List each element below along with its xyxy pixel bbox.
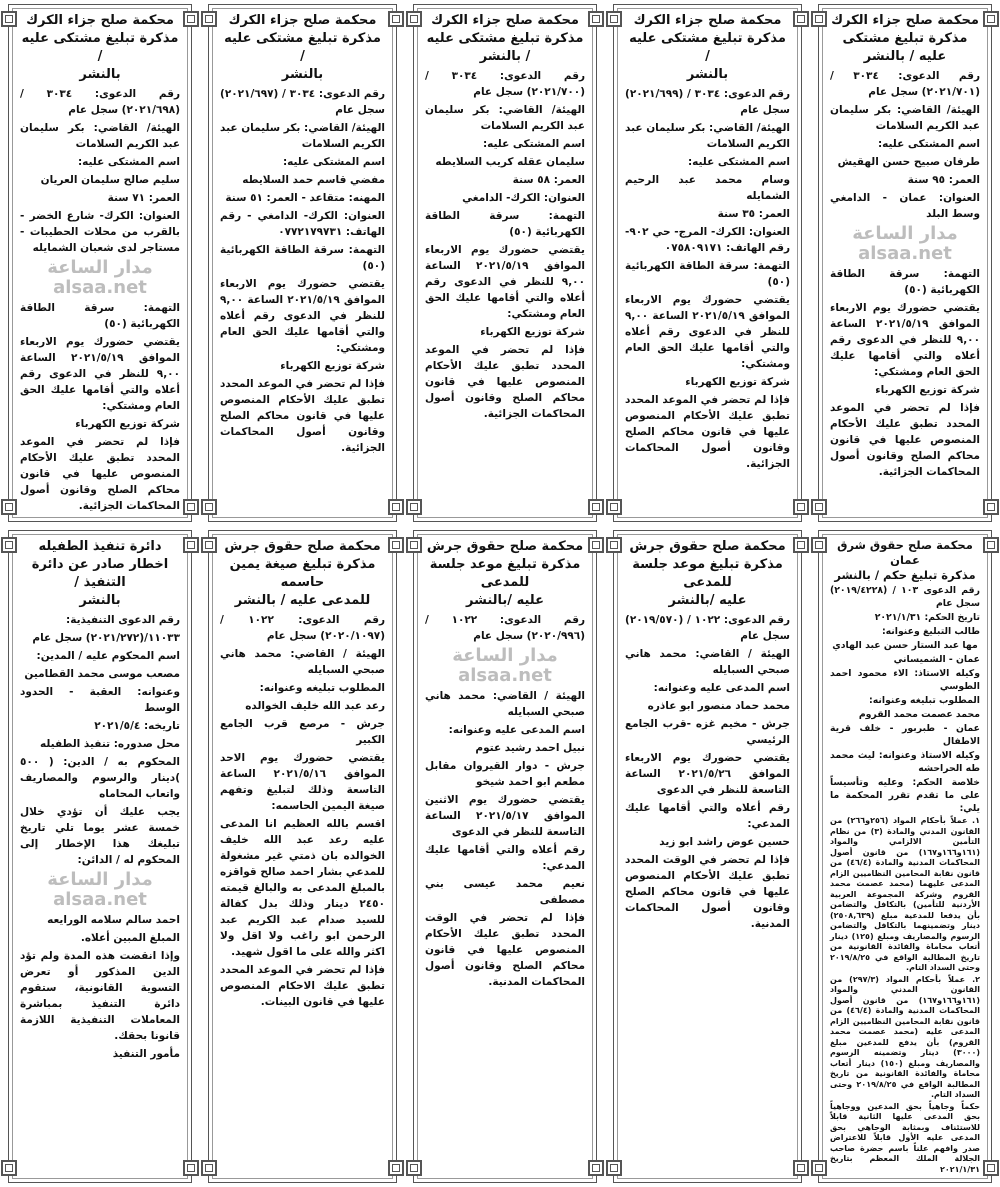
notice-text-line: خلاصة الحكم: وعليه وتأسيساً على ما تقدم تقرر المحكمة ما يلي: <box>830 777 980 814</box>
frame-corner-ornament-icon <box>183 11 199 27</box>
frame-corner-ornament-icon <box>983 11 999 27</box>
notice-text-line: فإذا لم تحضر في الوقت المحدد تطبق عليك الأحكام المنصوص عليها في قانون محاكم الصلح وقانون أصول المحاكمات المدنية. <box>425 912 585 988</box>
notice-text-line: يجب عليك أن تؤدي خلال خمسة عشر يوما تلي تاريخ تبليغك هذا الإخطار إلى المحكوم له / الدائن: <box>20 806 180 866</box>
frame-corner-ornament-icon <box>811 499 827 515</box>
site-watermark <box>20 258 180 298</box>
notice-heading: للمدعى عليه / بالنشر <box>234 593 371 608</box>
frame-corner-ornament-icon <box>183 1160 199 1176</box>
watermark-arabic: مدار الساعة <box>852 223 958 244</box>
court-notice <box>405 526 605 1187</box>
notice-content <box>16 538 184 1062</box>
notice-text-line: المطلوب تبليغه وعنوانه: <box>869 695 980 706</box>
notice-text-line: يقتضي حضورك يوم الاربعاء الموافق ٢٠٢١/٥/٢٦ الساعة التاسعة للنظر في الدعوى <box>625 752 790 796</box>
notice-heading: عليه /بالنشر <box>466 593 544 608</box>
notice-text-line: الهيئة/ القاضي: بكر سليمان عبد الكريم السلامات <box>425 104 585 132</box>
notice-text-line: ٢. عملاً بأحكام المواد (٢٩٧/٣) من القانون المدني والمواد (١٦١و١٦٦و١٦٧) من قانون أصول المحاكمات المدنية والمادة (٤٦/٤) من قانون نقابة المحامين النظاميين الزام المدعى عليه (محمد عصمت محمد القروم) بأن يدفع للمدعين مبلغ (٣٠٠٠) دينار وتضمينه الرسوم والمصاريف ومبلغ (١٥٠) دينار أتعاب محاماة والفائدة القانونية من تاريخ المطالبة الواقع في ٢٠١٩/٨/٢٥ وحتى السداد التام. <box>830 974 980 1099</box>
notice-heading: مذكرة تبليغ مشتكى عليه / <box>224 31 381 64</box>
watermark-latin: alsaa.net <box>858 243 952 264</box>
notice-text-line: وعنوانه: العقبة - الحدود الوسط <box>20 686 180 714</box>
frame-corner-ornament-icon <box>406 537 422 553</box>
notice-text-line: اسم المشتكى عليه: <box>482 138 585 150</box>
notice-heading: مذكرة تبليغ موعد جلسة للمدعى <box>429 557 581 590</box>
frame-corner-ornament-icon <box>1 499 17 515</box>
watermark-latin: alsaa.net <box>53 277 147 298</box>
notice-text-line: محل صدوره: تنفيذ الطفيله <box>40 738 180 750</box>
frame-corner-ornament-icon <box>606 11 622 27</box>
notice-text-line: تاريخ الحكم: ٢٠٢١/١/٣١ <box>874 612 980 623</box>
notice-text-line: طرفان صبيح حسن الهقيش <box>837 156 980 168</box>
notice-text-line: العمر: ٣٥ سنة <box>717 208 790 220</box>
notice-text-line: رقم أعلاه والتي أقامها عليك المدعي: <box>625 802 790 830</box>
watermark-arabic: مدار الساعة <box>47 257 153 278</box>
notice-heading: مذكرة تبليغ مشتكى عليه / بالنشر <box>426 31 584 64</box>
frame-corner-ornament-icon <box>201 499 217 515</box>
notice-content <box>216 538 389 1010</box>
notice-content <box>421 12 589 422</box>
notice-text-line: فإذا لم تحضر في الموعد المحدد تطبق عليك الأحكام المنصوص عليها في قانون محاكم الصلح وقانون أصول المحاكمات الجزائية. <box>220 378 385 454</box>
notice-text-line: رقم الدعوى ١٠٣ / (٢٠١٩/٤٢٢٨) سجل عام <box>830 585 980 609</box>
notice-heading: بالنشر <box>79 67 121 82</box>
notice-heading: مذكرة تبليغ مشتكى عليه / <box>21 31 179 64</box>
notice-text-line: وكيله الاستاذ وعنوانه: ليث محمد طه الحراحشه <box>830 750 980 774</box>
frame-corner-ornament-icon <box>1 537 17 553</box>
frame-corner-ornament-icon <box>793 499 809 515</box>
notice-text-line: تاريخه: ٢٠٢١/٥/٤ <box>94 720 180 732</box>
notice-text-line: وإذا انقضت هذه المدة ولم تؤد الدين المذكور أو تعرض التسوية القانونية، ستقوم دائرة التنفيذ بمباشرة المعاملات التنفيذية اللازمة قانونا بحقك. <box>20 950 180 1042</box>
notice-text-line: اسم المشتكى عليه: <box>282 156 385 168</box>
notice-text-line: نبيل احمد رشيد عتوم <box>475 742 585 754</box>
notice-text-line: الهيئة/ القاضي: بكر سليمان عبد الكريم السلامات <box>20 122 180 150</box>
notice-text-line: يقتضي حضورك يوم الاربعاء الموافق ٢٠٢١/٥/١٩ الساعة ٩,٠٠ للنظر في الدعوى رقم أعلاه والتي أقامها عليك الحق العام ومشتكي: <box>425 244 585 320</box>
notice-text-line: جرش - مرصع قرب الجامع الكبير <box>220 718 385 746</box>
notice-text-line: شركة توزيع الكهرباء <box>875 384 980 396</box>
notice-text-line: الهيئة / القاضي: محمد هاني صبحي السبايله <box>425 690 585 718</box>
notice-court-name: محكمة صلح حقوق جرش <box>629 539 786 554</box>
notice-text-line: اسم المدعى عليه وعنوانه: <box>448 724 585 736</box>
notice-text-line: الهيئة / القاضي: محمد هاني صبحي السبايله <box>625 648 790 676</box>
court-notice <box>810 526 1000 1187</box>
notice-text-line: التهمة: سرقة الطاقة الكهربائية (٥٠) <box>220 244 385 272</box>
court-notice <box>200 526 405 1187</box>
site-watermark <box>425 646 585 686</box>
notice-text-line: رقم الدعوى: ١٠٢٢ / (٢٠١٩/٥٧٠) سجل عام <box>625 614 790 642</box>
notice-text-line: احمد سالم سلامه الورايعه <box>47 914 180 926</box>
notice-text-line: رقم الدعوى: ٣٠٣٤ / (٢٠٢١/٦٩٨) سجل عام <box>20 88 180 116</box>
site-watermark <box>20 870 180 910</box>
frame-corner-ornament-icon <box>811 537 827 553</box>
frame-corner-ornament-icon <box>983 1160 999 1176</box>
notice-text-line: رعد عبد الله خليف الخوالده <box>245 700 385 712</box>
notice-content <box>621 12 794 472</box>
notice-text-line: اسم المشتكى عليه: <box>687 156 790 168</box>
notice-heading: مذكرة تبليغ موعد جلسة للمدعى <box>632 557 783 590</box>
frame-corner-ornament-icon <box>793 11 809 27</box>
notice-text-line: رقم الدعوى التنفيذية: <box>66 614 180 626</box>
notice-text-line: الهيئة/ القاضي: بكر سليمان عبد الكريم السلامات <box>625 122 790 150</box>
site-watermark <box>830 224 980 264</box>
notice-heading: بالنشر <box>281 67 324 82</box>
notice-text-line: جرش - مخيم غزه -قرب الجامع الرئيسي <box>625 718 790 746</box>
frame-corner-ornament-icon <box>588 537 604 553</box>
notice-text-line: الهيئة/ القاضي: بكر سليمان عبد الكريم السلامات <box>220 122 385 150</box>
notice-text-line: رقم الدعوى: ٣٠٣٤ / (٢٠٢١/٧٠١) سجل عام <box>830 70 980 98</box>
notice-text-line: فإذا لم تحضر في الموعد المحدد تطبق عليك الاحكام المنصوص عليها في قانون البينات. <box>220 964 385 1008</box>
notice-content <box>826 12 984 480</box>
notice-text-line: اسم المدعى عليه وعنوانه: <box>653 682 790 694</box>
notice-text-line: فإذا لم تحضر في الموعد المحدد تطبق عليك الأحكام المنصوص عليها في قانون محاكم الصلح وقانون أصول المحاكمات الجزائية. <box>20 436 180 512</box>
notice-text-line: المهنه: متقاعد - العمر: ٥١ سنة <box>225 192 385 204</box>
notice-text-line: يقتضي حضورك يوم الاحد الموافق ٢٠٢١/٥/١٦ الساعة التاسعة وذلك لتبليغ وتفهم صيغة اليمين الحاسمه: <box>220 752 385 812</box>
notice-text-line: شركة توزيع الكهرباء <box>75 418 180 430</box>
notice-court-name: محكمة صلح حقوق جرش <box>426 539 584 554</box>
notice-text-line: المطلوب تبليغه وعنوانه: <box>259 682 385 694</box>
notice-text-line: الهيئة / القاضي: محمد هاني صبحي السبايله <box>220 648 385 676</box>
notice-text-line: فإذا لم تحضر في الموعد المحدد تطبق عليك الأحكام المنصوص عليها في قانون محاكم الصلح وقانون أصول المحاكمات الجزائية. <box>830 402 980 478</box>
notice-heading: عليه /بالنشر <box>668 593 747 608</box>
frame-corner-ornament-icon <box>606 1160 622 1176</box>
frame-corner-ornament-icon <box>388 537 404 553</box>
notice-text-line: محمد حماد منصور ابو عاذره <box>647 700 790 712</box>
notice-text-line: الهيئة/ القاضي: بكر سليمان عبد الكريم السلامات <box>830 104 980 132</box>
notice-text-line: سليم صالح سليمان العريان <box>40 174 180 186</box>
court-notice <box>605 0 810 526</box>
notice-text-line: حكماً وجاهياً بحق المدعين ووجاهياً بحق المدعى عليها الثانية قابلاً للاستئناف وبمثابة الوجاهي بحق المدعى عليه الأول قابلاً للاعتراض صدر وافهم علناً باسم حضرة صاحب الجلالة الملك المعظم بتاريخ ٢٠٢١/١/٣١ <box>830 1101 980 1174</box>
frame-corner-ornament-icon <box>388 11 404 27</box>
frame-corner-ornament-icon <box>793 1160 809 1176</box>
notice-text-line: مها عبد الستار حسن عبد الهادي <box>832 640 978 651</box>
notice-text-line: عمان - طبربور - خلف قرية الاطفال <box>830 723 980 747</box>
notice-text-line: شركة توزيع الكهرباء <box>685 376 790 388</box>
frame-corner-ornament-icon <box>588 11 604 27</box>
notice-text-line: اسم المشتكى عليه: <box>77 156 180 168</box>
notice-text-line: اقسم بالله العظيم انا المدعى عليه رعد عبد الله خليف الخوالده بان ذمتي غير مشغولة للمدعي بشار احمد صالح قواقزه بالمبلغ المدعى به والبالغ قيمته ٢٤٥٠ دينار وذلك بدل كفالة للسيد صدام عبد الكريم عبد الرحمن ابو راغب ولا اقل ولا اكثر والله على ما اقول شهيد. <box>220 818 385 958</box>
notice-heading: مذكرة تبليغ صيغة يمين حاسمه <box>229 557 376 590</box>
notice-text-line: العمر: ٩٥ سنة <box>907 174 980 186</box>
notice-content <box>826 538 984 1175</box>
notice-text-line: مفضي قاسم حمد السلايطه <box>242 174 385 186</box>
notice-heading: مذكرة تبليغ مشتكى عليه / بالنشر <box>842 31 968 64</box>
notice-text-line: مصعب موسى محمد القطامين <box>24 668 180 680</box>
court-notice <box>200 0 405 526</box>
notice-content <box>421 538 589 990</box>
notice-court-name: محكمة صلح حقوق شرق عمان <box>837 538 973 567</box>
notice-court-name: محكمة صلح حقوق جرش <box>224 539 381 554</box>
frame-corner-ornament-icon <box>406 499 422 515</box>
notice-text-line: مأمور التنفيذ <box>112 1048 180 1060</box>
frame-corner-ornament-icon <box>183 499 199 515</box>
notice-text-line: يقتضي حضورك يوم الاربعاء الموافق ٢٠٢١/٥/١٩ الساعة ٩,٠٠ للنظر في الدعوى رقم أعلاه والتي أقامها عليك الحق العام ومشتكي: <box>20 336 180 412</box>
notice-heading: بالنشر <box>686 67 729 82</box>
notice-text-line: فإذا لم تحضر في الموعد المحدد تطبق عليك الأحكام المنصوص عليها في قانون محاكم الصلح وقانون أصول المحاكمات الجزائية. <box>625 394 790 470</box>
notice-text-line: محمد عصمت محمد القروم <box>858 709 980 720</box>
notice-text-line: التهمة: سرقة الطاقة الكهربائية (٥٠) <box>830 268 980 296</box>
frame-corner-ornament-icon <box>201 537 217 553</box>
notice-court-name: محكمة صلح جزاء الكرك <box>26 13 174 28</box>
notice-text-line: فإذا لم تحضر في الموعد المحدد تطبق عليك الأحكام المنصوص عليها في قانون محاكم الصلح وقانون أصول المحاكمات الجزائية. <box>425 344 585 420</box>
frame-corner-ornament-icon <box>811 11 827 27</box>
watermark-arabic: مدار الساعة <box>47 869 153 890</box>
notice-text-line: سليمان عقله كريب السلايطه <box>435 156 585 168</box>
notice-text-line: يقتضي حضورك يوم الاثنين الموافق ٢٠٢١/٥/١٧ الساعة التاسعة للنظر في الدعوى <box>425 794 585 838</box>
court-notice <box>810 0 1000 526</box>
frame-corner-ornament-icon <box>793 537 809 553</box>
frame-corner-ornament-icon <box>406 1160 422 1176</box>
court-notice <box>0 526 200 1187</box>
frame-corner-ornament-icon <box>1 1160 17 1176</box>
notice-text-line: فإذا لم تحضر في الوقت المحدد تطبق عليك الأحكام المنصوص عليها في قانون محاكم الصلح وقانون أصول المحاكمات المدنية. <box>625 854 790 930</box>
notice-text-line: ١١٠٣٣/(٢٠٢١/٢٧٢) سجل عام <box>32 632 180 644</box>
frame-corner-ornament-icon <box>406 11 422 27</box>
notice-text-line: يقتضي حضورك يوم الاربعاء الموافق ٢٠٢١/٥/١٩ الساعة ٩,٠٠ للنظر في الدعوى رقم أعلاه والتي أقامها عليك الحق العام ومشتكي: <box>830 302 980 378</box>
notice-text-line: العنوان: الكرك- الدامغي <box>462 192 585 204</box>
frame-corner-ornament-icon <box>201 11 217 27</box>
notice-text-line: التهمة: سرقة الطاقة الكهربائية (٥٠) <box>625 260 790 288</box>
watermark-arabic: مدار الساعة <box>452 645 558 666</box>
notice-text-line: رقم الدعوى: ٣٠٣٤ / (٢٠٢١/٦٩٩) سجل عام <box>625 88 790 116</box>
frame-corner-ornament-icon <box>201 1160 217 1176</box>
notice-text-line: وسام محمد عبد الرحيم الشمايله <box>625 174 790 202</box>
frame-corner-ornament-icon <box>588 499 604 515</box>
notice-text-line: رقم أعلاه والتي أقامها عليك المدعي: <box>425 844 585 872</box>
watermark-latin: alsaa.net <box>458 665 552 686</box>
notice-court-name: محكمة صلح جزاء الكرك <box>633 13 782 28</box>
notice-text-line: رقم الدعوى: ٣٠٣٤ / (٢٠٢١/٦٩٧) سجل عام <box>220 88 385 116</box>
notice-content <box>621 538 794 932</box>
notice-court-name: دائرة تنفيذ الطفيله <box>38 539 162 554</box>
frame-corner-ornament-icon <box>388 499 404 515</box>
notice-text-line: رقم الدعوى: ١٠٢٢ / (٢٠٢٠/١٠٩٧) سجل عام <box>220 614 385 642</box>
notice-content <box>16 12 184 514</box>
notice-heading: مذكرة تبليغ حكم / بالنشر <box>834 568 976 582</box>
court-notice <box>605 526 810 1187</box>
notice-text-line: عمان - الشميساني <box>893 654 980 665</box>
notice-court-name: محكمة صلح جزاء الكرك <box>431 13 579 28</box>
frame-corner-ornament-icon <box>811 1160 827 1176</box>
notice-text-line: شركة توزيع الكهرباء <box>280 360 385 372</box>
frame-corner-ornament-icon <box>388 1160 404 1176</box>
notice-text-line: العمر: ٥٨ سنة <box>512 174 585 186</box>
notice-text-line: العنوان: الكرك- المرج- حي ٩٠٢- رقم الهاتف: ٠٧٥٨٠٩١٧١ <box>625 226 790 254</box>
notice-text-line: العنوان: عمان - الدامغي وسط البلد <box>830 192 980 220</box>
notice-text-line: رقم الدعوى: ١٠٢٢ / (٢٠٢٠/٩٩٦) سجل عام <box>425 614 585 642</box>
notice-text-line: التهمة: سرقة الطاقة الكهربائية (٥٠) <box>425 210 585 238</box>
frame-corner-ornament-icon <box>606 499 622 515</box>
notice-heading: مذكرة تبليغ مشتكى عليه / <box>629 31 786 64</box>
frame-corner-ornament-icon <box>1 11 17 27</box>
notice-heading: اخطار صادر عن دائرة التنفيذ / <box>31 557 169 590</box>
court-notice <box>405 0 605 526</box>
notice-text-line: العمر: ٧١ سنة <box>107 192 180 204</box>
notice-text-line: شركة توزيع الكهرباء <box>480 326 585 338</box>
frame-corner-ornament-icon <box>183 537 199 553</box>
notice-text-line: ١. عملاً بأحكام المواد (٢٥٦و٢٦٦) من القانون المدني والمادة (٣) من نظام التأمين الالزامي والمواد (١٦١و١٦٦و١٦٧) من قانون أصول المحاكمات المدنية والمادة (٤٦/٤) من قانون نقابة المحامين النظاميين الزام المدعى عليهما (محمد عصمت محمد القروم وشركة المجموعة العربية الأردنية للتأمين) بالتكافل والتضامن بأن يدفعا للمدعية مبلغ (٢٥٠٨,٦٣٩) دينار وتضمينهما بالتكافل والتضامن الرسوم والمصاريف ومبلغ (١٢٥) دينار أتعاب محاماة والفائدة القانونية من تاريخ المطالبة الواقع في ٢٠١٩/٨/٢٥ وحتى السداد التام. <box>830 816 981 972</box>
notice-text-line: العنوان: الكرك- شارع الخضر - بالقرب من محلات الحطيبات - مستاجر لدى شعبان الشمايله <box>20 210 180 254</box>
frame-corner-ornament-icon <box>606 537 622 553</box>
notice-text-line: وكيله الاستاذ: الاء محمود احمد الطوسي <box>830 668 980 692</box>
watermark-latin: alsaa.net <box>53 889 147 910</box>
notice-content <box>216 12 389 456</box>
notice-text-line: جرش - دوار القيروان مقابل مطعم ابو احمد شيخو <box>425 760 585 788</box>
notice-text-line: التهمة: سرقة الطاقة الكهربائية (٥٠) <box>20 302 180 330</box>
notice-text-line: اسم المشتكى عليه: <box>877 138 980 150</box>
frame-corner-ornament-icon <box>588 1160 604 1176</box>
notice-text-line: نعيم محمد عيسى بني مصطفى <box>425 878 585 906</box>
notice-text-line: طالب التبليغ وعنوانه: <box>881 626 980 637</box>
notice-text-line: يقتضي حضورك يوم الاربعاء الموافق ٢٠٢١/٥/١٩ الساعة ٩,٠٠ للنظر في الدعوى رقم أعلاه والتي أقامها عليك الحق العام ومشتكي: <box>220 278 385 354</box>
notice-heading: بالنشر <box>79 593 121 608</box>
frame-corner-ornament-icon <box>983 499 999 515</box>
notice-court-name: محكمة صلح جزاء الكرك <box>228 13 377 28</box>
notice-text-line: حسين عوض راشد ابو زيد <box>659 836 790 848</box>
court-notice <box>0 0 200 526</box>
notice-text-line: رقم الدعوى: ٣٠٣٤ / (٢٠٢١/٧٠٠) سجل عام <box>425 70 585 98</box>
notice-court-name: محكمة صلح جزاء الكرك <box>831 13 979 28</box>
notice-text-line: المحكوم به / الدين: ( ٥٠٠ )دينار والرسوم والمصاريف واتعاب المحاماه <box>20 756 180 800</box>
notice-text-line: المبلغ المبين أعلاه. <box>80 932 180 944</box>
notice-text-line: اسم المحكوم عليه / المدين: <box>36 650 180 662</box>
notice-text-line: يقتضي حضورك يوم الاربعاء الموافق ٢٠٢١/٥/١٩ الساعة ٩,٠٠ للنظر في الدعوى رقم أعلاه والتي أقامها عليك الحق العام ومشتكي: <box>625 294 790 370</box>
notice-text-line: العنوان: الكرك- الدامغي - رقم الهاتف: ٠٧٧٢١٧٩٧٣١ <box>220 210 385 238</box>
frame-corner-ornament-icon <box>983 537 999 553</box>
